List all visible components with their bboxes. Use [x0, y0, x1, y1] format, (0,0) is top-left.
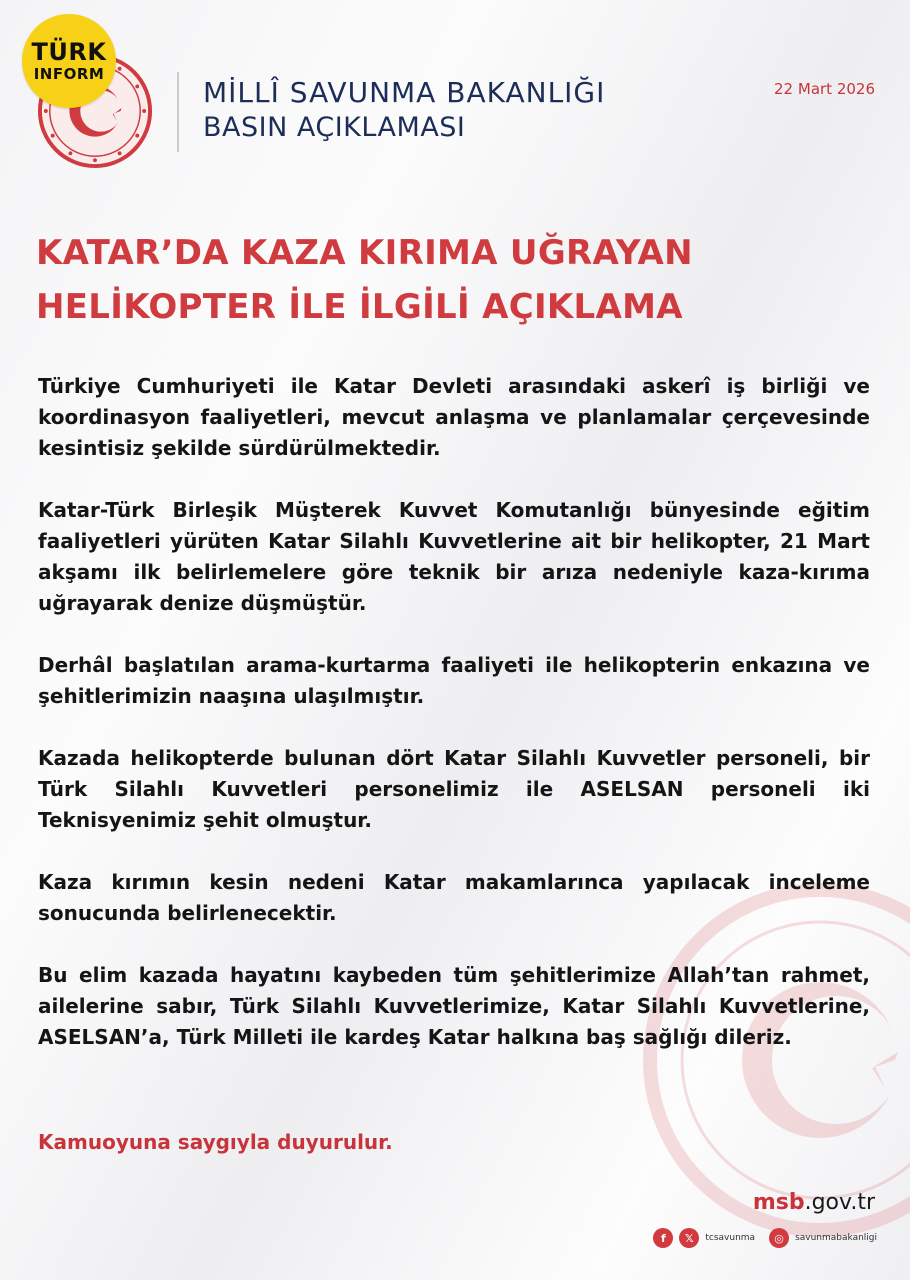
logo-text-bottom: INFORM — [33, 65, 105, 83]
paragraph: Derhâl başlatılan arama-kurtarma faaliyeti ile helikopterin enkazına ve şehitlerimizin naaşına ulaşılmıştır. — [38, 653, 870, 708]
title-line-1: KATAR’DA KAZA KIRIMA UĞRAYAN — [36, 233, 693, 273]
instagram-handle[interactable]: savunmabakanligi — [795, 1233, 877, 1243]
statement-body — [38, 371, 870, 1084]
page-title — [36, 226, 876, 334]
title-line-2: HELİKOPTER İLE İLGİLİ AÇIKLAMA — [36, 287, 683, 327]
paragraph: Bu elim kazada hayatını kaybeden tüm şehitlerimize Allah’tan rahmet, ailelerine sabır, Türk Silahlı Kuvvetlerimize, Katar Silahlı Kuvvetlerine, ASELSAN’a, Türk Milleti ile kardeş Katar halkına baş sağlığı dileriz. — [38, 963, 870, 1049]
closing-statement: Kamuoyuna saygıyla duyurulur. — [38, 1130, 393, 1154]
document-type: BASIN AÇIKLAMASI — [203, 112, 466, 143]
paragraph: Kazada helikopterde bulunan dört Katar Silahlı Kuvvetler personeli, bir Türk Silahlı Kuvvetleri personelimiz ile ASELSAN personeli iki Teknisyenimiz şehit olmuştur. — [38, 746, 870, 832]
logo-text-top: TÜRK — [31, 38, 107, 66]
x-icon[interactable]: 𝕏 — [679, 1228, 699, 1248]
organization-name: MİLLÎ SAVUNMA BAKANLIĞI — [203, 76, 606, 109]
website-link[interactable] — [753, 1190, 875, 1215]
instagram-icon[interactable]: ◎ — [769, 1228, 789, 1248]
twitter-handle[interactable]: tcsavunma — [705, 1233, 756, 1243]
website-domain-rest: .gov.tr — [804, 1190, 875, 1215]
document-date: 22 Mart 2026 — [774, 80, 875, 98]
paragraph: Kaza kırımın kesin nedeni Katar makamlarınca yapılacak inceleme sonucunda belirlenecektir. — [38, 870, 870, 925]
turk-inform-logo — [22, 14, 116, 108]
social-links — [653, 1227, 877, 1249]
website-domain-bold: msb — [752, 1190, 805, 1215]
header — [0, 0, 910, 180]
paragraph: Türkiye Cumhuriyeti ile Katar Devleti arasındaki askerî iş birliği ve koordinasyon faaliyetleri, mevcut anlaşma ve planlamalar çerçevesinde kesintisiz şekilde sürdürülmektedir. — [38, 374, 870, 460]
paragraph: Katar-Türk Birleşik Müşterek Kuvvet Komutanlığı bünyesinde eğitim faaliyetleri yürüten Katar Silahlı Kuvvetlerine ait bir helikopter, 21 Mart akşamı ilk belirlemelere göre teknik bir arıza nedeniyle kaza-kırıma uğrayarak denize düşmüştür. — [38, 498, 870, 615]
header-divider — [177, 72, 179, 152]
facebook-icon[interactable]: f — [653, 1228, 673, 1248]
